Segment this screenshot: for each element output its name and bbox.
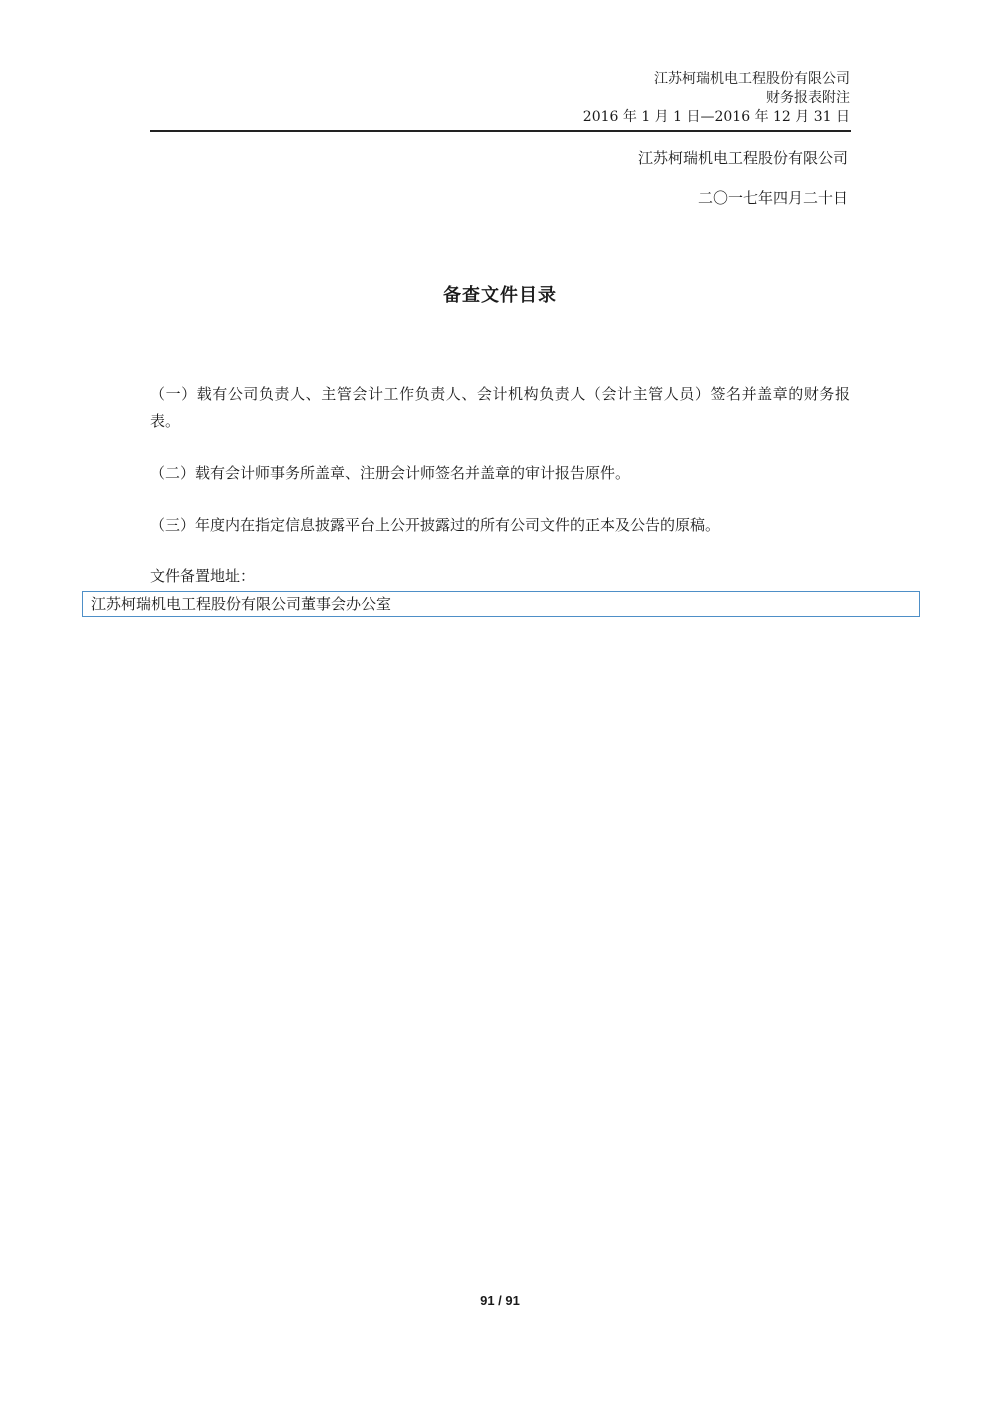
page-number: 91 / 91 (480, 1293, 520, 1308)
header-company: 江苏柯瑞机电工程股份有限公司 (654, 71, 850, 87)
section-title: 备查文件目录 (443, 285, 557, 306)
header-divider (150, 130, 851, 132)
list-item: （三）年度内在指定信息披露平台上公开披露过的所有公司文件的正本及公告的原稿。 (150, 516, 721, 534)
page-header (150, 70, 850, 127)
address-field[interactable]: 江苏柯瑞机电工程股份有限公司董事会办公室 (82, 591, 920, 617)
signature-date: 二〇一七年四月二十日 (697, 189, 848, 207)
signature-company: 江苏柯瑞机电工程股份有限公司 (637, 149, 848, 167)
address-label: 文件备置地址： (150, 567, 256, 585)
header-doc-type: 财务报表附注 (766, 90, 850, 106)
list-item: （二）载有会计师事务所盖章、注册会计师签名并盖章的审计报告原件。 (150, 464, 631, 482)
header-period: 2016 年 1 月 1 日—2016 年 12 月 31 日 (582, 109, 850, 125)
list-item: （一）载有公司负责人、主管会计工作负责人、会计机构负责人（会计主管人员）签名并盖章的财务报表。 (150, 385, 850, 430)
